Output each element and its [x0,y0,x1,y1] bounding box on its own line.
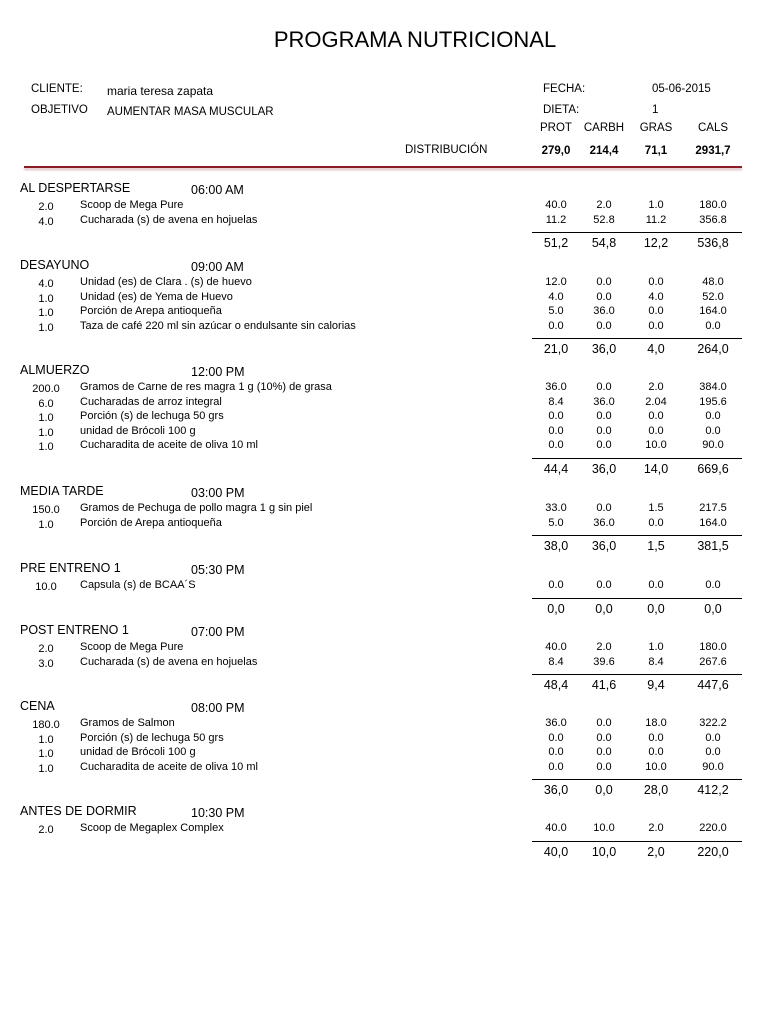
food-prot: 36.0 [545,717,567,729]
totals-divider [532,598,742,599]
totals-divider [532,779,742,780]
food-description: Porción de Arepa antioqueña [80,516,222,529]
food-gras: 1.0 [648,641,664,653]
food-description: Cucharada (s) de avena en hojuelas [80,213,258,226]
food-cals: 0.0 [705,424,721,437]
meal-name: PRE ENTRENO 1 [20,561,121,575]
food-quantity: 4.0 [38,278,54,290]
food-description: Cucharadita de aceite de oliva 10 ml [80,439,258,452]
food-description: Cucharada (s) de avena en hojuelas [80,655,258,668]
food-cals: 0.0 [705,731,721,744]
meal-name: MEDIA TARDE [20,484,104,498]
total-carbh: 36,0 [591,462,617,476]
food-gras: 18.0 [645,717,667,729]
meal-name: POST ENTRENO 1 [20,623,129,637]
food-gras: 10.0 [645,439,667,452]
total-prot: 38,0 [543,539,569,554]
food-carbh: 0.0 [596,381,612,393]
distribucion-prot: 279,0 [541,145,571,157]
total-cals: 536,8 [697,236,729,251]
distribucion-label: DISTRIBUCIÓN [405,144,488,156]
food-cals: 0.0 [705,579,721,591]
cliente-value: maria teresa zapata [107,84,214,98]
column-header-carbh: CARBH [583,122,625,134]
meal-time: 09:00 AM [191,260,244,274]
total-carbh: 54,8 [591,236,617,251]
food-gras: 0.0 [648,305,664,318]
total-cals: 0,0 [704,601,722,616]
food-quantity: 10.0 [35,581,57,593]
food-carbh: 0.0 [596,731,612,744]
food-cals: 180.0 [699,641,727,653]
meal-time: 10:30 PM [191,806,245,820]
meal-name: ANTES DE DORMIR [20,804,137,818]
distribucion-cals: 2931,7 [695,145,731,157]
food-quantity: 2.0 [38,824,54,836]
food-description: Capsula (s) de BCAA´S [80,579,196,591]
food-prot: 0.0 [548,746,564,759]
food-item-row [0,761,768,776]
food-prot: 33.0 [545,502,567,514]
meal-time: 07:00 PM [191,625,245,639]
food-prot: 40.0 [545,199,567,211]
food-description: Scoop de Megaplex Complex [80,822,224,834]
food-quantity: 1.0 [38,292,54,305]
food-cals: 0.0 [705,410,721,423]
total-prot: 48,4 [543,678,569,693]
food-carbh: 2.0 [596,641,612,653]
meal-name: AL DESPERTARSE [20,181,131,195]
total-cals: 669,6 [697,462,729,476]
food-carbh: 2.0 [596,199,612,211]
food-item-row [0,425,768,440]
food-gras: 0.0 [648,276,664,288]
meal-time: 03:00 PM [191,486,245,500]
meal-name: ALMUERZO [20,363,90,377]
food-prot: 0.0 [548,731,564,744]
food-prot: 40.0 [545,641,567,653]
meal-totals-row [0,342,768,358]
food-carbh: 52.8 [593,213,615,226]
food-carbh: 0.0 [596,746,612,759]
total-cals: 447,6 [697,678,729,693]
food-item-row [0,746,768,761]
food-prot: 0.0 [548,579,564,591]
food-carbh: 0.0 [596,290,612,303]
food-description: Cucharadita de aceite de oliva 10 ml [80,760,258,773]
food-cals: 356.8 [699,213,727,226]
food-description: Gramos de Carne de res magra 1 g (10%) de grasa [80,381,332,393]
food-item-row [0,305,768,320]
totals-divider [532,232,742,233]
food-carbh: 0.0 [596,502,612,514]
food-description: Unidad (es) de Clara . (s) de huevo [80,276,252,288]
food-item-row [0,502,768,517]
meal-totals-row [0,236,768,252]
food-quantity: 1.0 [38,748,54,761]
meal-time: 08:00 PM [191,701,245,715]
food-quantity: 200.0 [32,383,60,395]
food-item-row [0,291,768,306]
total-cals: 412,2 [697,783,729,798]
food-cals: 0.0 [705,319,721,332]
food-item-row [0,410,768,425]
food-gras: 0.0 [648,746,664,759]
total-cals: 381,5 [697,539,729,554]
food-carbh: 0.0 [596,717,612,729]
objetivo-value: AUMENTAR MASA MUSCULAR [107,106,274,118]
food-carbh: 0.0 [596,276,612,288]
total-carbh: 10,0 [591,844,617,859]
total-cals: 220,0 [697,844,729,859]
food-carbh: 0.0 [596,439,612,452]
meal-name: CENA [20,699,55,713]
food-gras: 2.04 [645,395,667,408]
food-prot: 8.4 [548,395,564,408]
total-gras: 1,5 [647,539,665,554]
food-gras: 0.0 [648,410,664,423]
food-cals: 164.0 [699,305,727,318]
food-prot: 12.0 [545,276,567,288]
meal-totals-row [0,783,768,799]
meal-totals-row [0,539,768,555]
food-cals: 90.0 [702,760,724,773]
food-item-row [0,579,768,594]
total-prot: 40,0 [543,844,569,859]
food-carbh: 0.0 [596,410,612,423]
column-header-cals: CALS [697,122,729,134]
food-gras: 8.4 [648,655,664,668]
totals-divider [532,535,742,536]
column-header-prot: PROT [540,122,572,134]
food-description: Porción de Arepa antioqueña [80,305,222,318]
column-header-gras: GRAS [639,122,673,134]
food-item-row [0,641,768,656]
food-quantity: 4.0 [38,215,54,228]
food-carbh: 10.0 [593,822,615,834]
meal-totals-row [0,602,768,618]
food-prot: 0.0 [548,439,564,452]
food-item-row [0,381,768,396]
dieta-value: 1 [652,104,659,116]
total-gras: 0,0 [647,601,665,616]
food-carbh: 0.0 [596,424,612,437]
total-prot: 51,2 [543,236,569,251]
food-quantity: 150.0 [32,504,60,516]
food-item-row [0,717,768,732]
food-description: Gramos de Pechuga de pollo magra 1 g sin piel [80,502,313,514]
food-description: Taza de café 220 ml sin azúcar o endulsante sin calorias [80,319,356,332]
meal-time: 05:30 PM [191,563,245,577]
food-carbh: 0.0 [596,579,612,591]
food-prot: 8.4 [548,655,564,668]
food-quantity: 1.0 [38,412,54,425]
total-prot: 36,0 [543,783,569,798]
food-quantity: 2.0 [38,201,54,213]
food-description: Porción (s) de lechuga 50 grs [80,731,224,744]
food-gras: 4.0 [648,290,664,303]
food-description: unidad de Brócoli 100 g [80,746,196,759]
food-cals: 48.0 [702,276,724,288]
food-gras: 1.0 [648,199,664,211]
food-prot: 0.0 [548,319,564,332]
food-description: Cucharadas de arroz integral [80,395,222,408]
food-quantity: 1.0 [38,321,54,334]
food-cals: 267.6 [699,655,727,668]
food-gras: 0.0 [648,731,664,744]
meal-totals-row [0,678,768,694]
food-prot: 0.0 [548,424,564,437]
food-cals: 52.0 [702,290,724,303]
total-carbh: 36,0 [591,539,617,554]
food-cals: 384.0 [699,381,727,393]
food-gras: 0.0 [648,424,664,437]
total-gras: 28,0 [643,783,669,798]
food-quantity: 6.0 [38,397,54,410]
food-prot: 11.2 [545,213,567,226]
food-item-row [0,276,768,291]
meal-totals-row [0,462,768,478]
total-prot: 21,0 [543,342,569,357]
food-description: Scoop de Mega Pure [80,199,184,211]
food-carbh: 0.0 [596,760,612,773]
food-item-row [0,439,768,454]
food-gras: 0.0 [648,579,664,591]
food-quantity: 1.0 [38,426,54,439]
food-gras: 10.0 [645,760,667,773]
food-cals: 220.0 [699,822,727,834]
meal-time: 06:00 AM [191,183,244,197]
total-gras: 9,4 [647,678,665,693]
dieta-label: DIETA: [543,104,580,116]
total-carbh: 0,0 [595,783,613,798]
food-cals: 322.2 [699,717,727,729]
food-prot: 40.0 [545,822,567,834]
food-quantity: 1.0 [38,518,54,531]
total-prot: 0,0 [547,601,565,616]
food-quantity: 1.0 [38,307,54,320]
food-quantity: 2.0 [38,643,54,655]
food-quantity: 180.0 [32,719,60,731]
totals-divider [532,458,742,459]
food-gras: 0.0 [648,319,664,332]
food-prot: 0.0 [548,760,564,773]
food-carbh: 39.6 [593,655,615,668]
food-item-row [0,396,768,411]
food-cals: 90.0 [702,439,724,452]
fecha-label: FECHA: [543,83,586,95]
food-cals: 195.6 [699,395,727,408]
total-cals: 264,0 [697,342,729,357]
totals-divider [532,841,742,842]
distribucion-carbh: 214,4 [589,145,619,157]
food-prot: 5.0 [548,516,564,529]
food-gras: 1.5 [648,502,664,514]
total-gras: 4,0 [647,342,665,357]
total-prot: 44,4 [543,462,569,476]
food-gras: 11.2 [645,213,667,226]
food-carbh: 36.0 [593,395,615,408]
food-cals: 164.0 [699,516,727,529]
food-gras: 0.0 [648,516,664,529]
food-item-row [0,214,768,229]
food-item-row [0,822,768,837]
food-item-row [0,199,768,214]
page-title: PROGRAMA NUTRICIONAL [273,27,557,52]
objetivo-label: OBJETIVO [31,104,88,116]
meal-totals-row [0,845,768,861]
food-prot: 0.0 [548,410,564,423]
distribucion-gras: 71,1 [644,145,668,157]
food-gras: 2.0 [648,822,664,834]
food-cals: 0.0 [705,746,721,759]
total-carbh: 36,0 [591,342,617,357]
food-item-row [0,320,768,335]
food-prot: 5.0 [548,305,564,318]
food-quantity: 3.0 [38,657,54,670]
food-quantity: 1.0 [38,441,54,454]
total-gras: 12,2 [643,236,669,251]
food-description: unidad de Brócoli 100 g [80,424,196,437]
food-item-row [0,656,768,671]
food-description: Scoop de Mega Pure [80,641,184,653]
food-prot: 36.0 [545,381,567,393]
food-gras: 2.0 [648,381,664,393]
food-cals: 217.5 [699,502,727,514]
food-carbh: 0.0 [596,319,612,332]
totals-divider [532,674,742,675]
total-carbh: 0,0 [595,601,613,616]
meal-time: 12:00 PM [191,365,245,379]
food-description: Unidad (es) de Yema de Huevo [80,290,233,303]
header-divider [24,166,742,168]
food-description: Porción (s) de lechuga 50 grs [80,410,224,423]
fecha-value: 05-06-2015 [652,83,711,95]
total-gras: 2,0 [647,844,665,859]
meal-name: DESAYUNO [20,258,90,272]
food-item-row [0,732,768,747]
cliente-label: CLIENTE: [31,83,83,95]
total-carbh: 41,6 [591,678,617,693]
total-gras: 14,0 [643,462,669,476]
food-description: Gramos de Salmon [80,717,175,729]
food-quantity: 1.0 [38,762,54,775]
food-prot: 4.0 [548,290,564,303]
food-cals: 180.0 [699,199,727,211]
totals-divider [532,338,742,339]
food-item-row [0,517,768,532]
food-carbh: 36.0 [593,305,615,318]
food-carbh: 36.0 [593,516,615,529]
food-quantity: 1.0 [38,733,54,746]
